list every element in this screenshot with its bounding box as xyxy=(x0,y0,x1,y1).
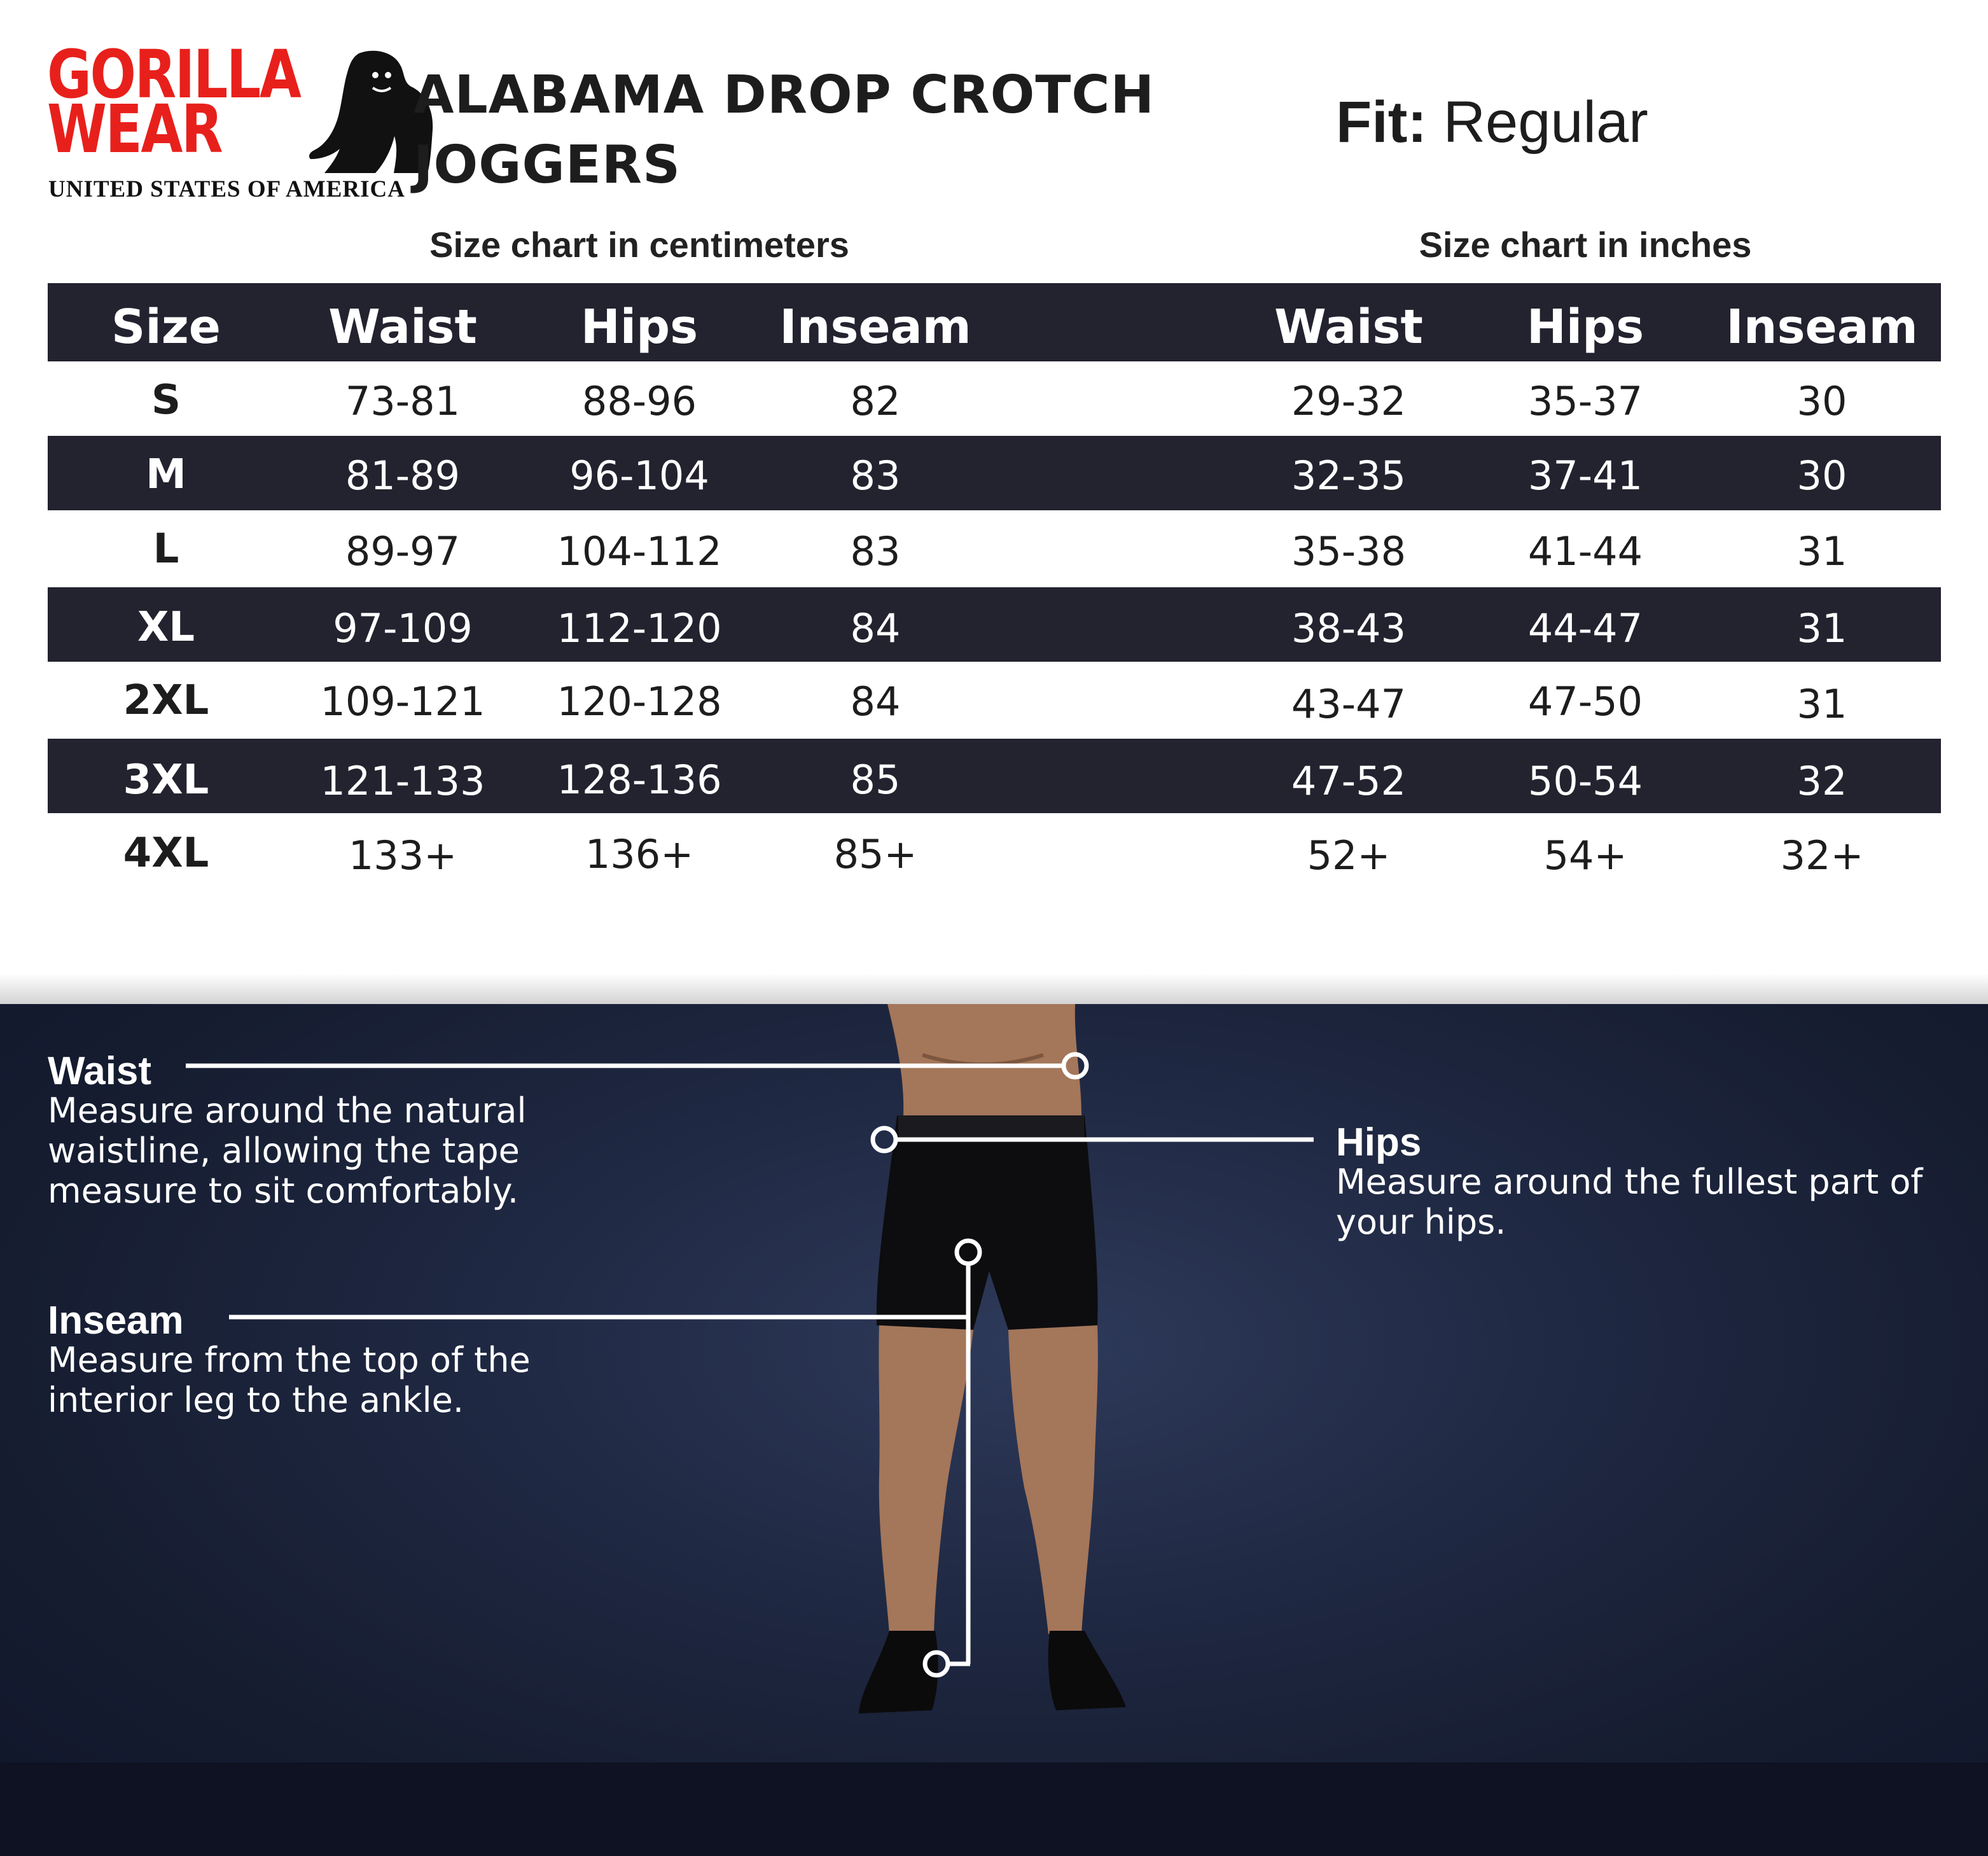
inseam-desc-line: Measure from the top of the xyxy=(48,1340,531,1380)
cell-in-hips: 47-50 xyxy=(1527,678,1643,725)
waist-desc-line: measure to sit comfortably. xyxy=(48,1171,519,1211)
table-row xyxy=(48,510,1941,587)
table-row xyxy=(48,587,1941,662)
right-shoe xyxy=(1048,1631,1126,1710)
cell-cm-hips: 112-120 xyxy=(557,605,722,652)
cell-cm-waist: 81-89 xyxy=(345,452,461,499)
fit-value: Regular xyxy=(1443,90,1648,155)
inseam-description xyxy=(48,1340,531,1420)
header-cm-inseam: Inseam xyxy=(779,300,971,354)
footer-strip xyxy=(0,1762,1988,1856)
cell-size: XL xyxy=(137,604,195,651)
header-size: Size xyxy=(111,300,221,354)
table-row xyxy=(48,662,1941,739)
cell-in-inseam: 31 xyxy=(1797,528,1847,575)
cell-in-waist: 32-35 xyxy=(1291,452,1407,499)
cell-in-waist: 43-47 xyxy=(1291,681,1407,727)
cell-cm-inseam: 85 xyxy=(850,757,901,803)
cell-in-waist: 38-43 xyxy=(1291,605,1407,652)
cell-cm-waist: 109-121 xyxy=(320,678,485,725)
product-title xyxy=(414,60,1155,200)
fit-info xyxy=(1336,89,1648,156)
cell-cm-hips: 88-96 xyxy=(581,378,697,424)
inseam-guide-line xyxy=(229,1241,980,1675)
cell-in-hips: 54+ xyxy=(1543,832,1627,879)
cell-cm-hips: 128-136 xyxy=(557,757,722,803)
cell-size: 3XL xyxy=(123,757,209,804)
cell-cm-hips: 96-104 xyxy=(569,452,709,499)
cell-cm-hips: 104-112 xyxy=(557,528,722,575)
logo-word-wear: WEAR xyxy=(47,90,222,168)
logo-word-gorilla: GORILLA xyxy=(47,36,300,113)
waist-title: Waist xyxy=(48,1049,152,1093)
table-row xyxy=(48,361,1941,436)
header-cm-hips: Hips xyxy=(580,300,699,354)
hips-desc-line: your hips. xyxy=(1336,1202,1506,1242)
header-cm-waist: Waist xyxy=(328,300,477,354)
cell-cm-waist: 73-81 xyxy=(345,378,461,424)
table-row xyxy=(48,436,1941,510)
cell-cm-waist: 121-133 xyxy=(320,758,485,804)
cell-in-waist: 52+ xyxy=(1307,832,1391,879)
cell-cm-inseam: 84 xyxy=(850,678,901,725)
table-header-row xyxy=(48,283,1941,361)
cell-in-inseam: 30 xyxy=(1797,452,1847,499)
cell-in-inseam: 32 xyxy=(1797,758,1847,804)
cell-size: 4XL xyxy=(123,830,209,877)
cell-in-hips: 44-47 xyxy=(1527,605,1643,652)
cell-size: 2XL xyxy=(123,677,209,724)
cell-cm-hips: 120-128 xyxy=(557,678,722,725)
header-in-waist: Waist xyxy=(1274,300,1423,354)
cell-in-inseam: 32+ xyxy=(1780,832,1864,879)
waist-desc-line: Measure around the natural xyxy=(48,1091,527,1131)
inseam-desc-line: interior leg to the ankle. xyxy=(48,1380,464,1420)
fit-label: Fit: xyxy=(1336,90,1428,155)
caption-centimeters: Size chart in centimeters xyxy=(429,225,849,265)
waist-description xyxy=(48,1091,527,1211)
cell-cm-inseam: 84 xyxy=(850,605,901,652)
table-row xyxy=(48,739,1941,813)
gorilla-wear-logo xyxy=(47,36,405,206)
cell-cm-inseam: 83 xyxy=(850,452,901,499)
cell-in-waist: 29-32 xyxy=(1291,378,1407,424)
hips-description xyxy=(1336,1162,1922,1242)
hips-title: Hips xyxy=(1336,1120,1422,1164)
cell-size: S xyxy=(151,377,181,424)
cell-cm-inseam: 82 xyxy=(850,378,901,424)
cell-in-inseam: 31 xyxy=(1797,605,1847,652)
section-shadow xyxy=(0,973,1988,1005)
product-title-line2: JOGGERS xyxy=(414,135,681,195)
cell-in-hips: 41-44 xyxy=(1527,528,1643,575)
header-in-hips: Hips xyxy=(1526,300,1644,354)
cell-cm-waist: 97-109 xyxy=(333,605,473,652)
size-table xyxy=(48,283,1941,888)
cell-in-hips: 37-41 xyxy=(1527,452,1643,499)
waist-desc-line: waistline, allowing the tape xyxy=(48,1131,520,1171)
cell-in-hips: 50-54 xyxy=(1527,758,1643,804)
left-leg xyxy=(879,1325,973,1634)
cell-cm-inseam: 83 xyxy=(850,528,901,575)
cell-in-waist: 35-38 xyxy=(1291,528,1407,575)
cell-cm-waist: 133+ xyxy=(348,832,457,879)
waistband xyxy=(898,1115,1084,1138)
cell-in-hips: 35-37 xyxy=(1527,378,1643,424)
logo-subtitle: UNITED STATES OF AMERICA xyxy=(48,176,405,202)
product-title-line1: ALABAMA DROP CROTCH xyxy=(414,65,1155,125)
hips-desc-line: Measure around the fullest part of xyxy=(1336,1162,1923,1202)
cell-cm-inseam: 85+ xyxy=(833,831,917,877)
cell-size: M xyxy=(146,451,186,498)
gorilla-icon xyxy=(263,47,435,174)
cell-in-inseam: 30 xyxy=(1797,378,1847,424)
cell-cm-hips: 136+ xyxy=(585,831,694,877)
inseam-title: Inseam xyxy=(48,1299,184,1343)
measurement-guide xyxy=(0,1004,1988,1856)
caption-inches: Size chart in inches xyxy=(1419,225,1752,265)
cell-size: L xyxy=(153,526,179,573)
cell-in-waist: 47-52 xyxy=(1291,758,1407,804)
table-row xyxy=(48,813,1941,888)
right-leg xyxy=(1008,1325,1098,1634)
header-in-inseam: Inseam xyxy=(1726,300,1918,354)
cell-in-inseam: 31 xyxy=(1797,681,1847,727)
cell-cm-waist: 89-97 xyxy=(345,528,461,575)
shorts xyxy=(877,1115,1098,1330)
